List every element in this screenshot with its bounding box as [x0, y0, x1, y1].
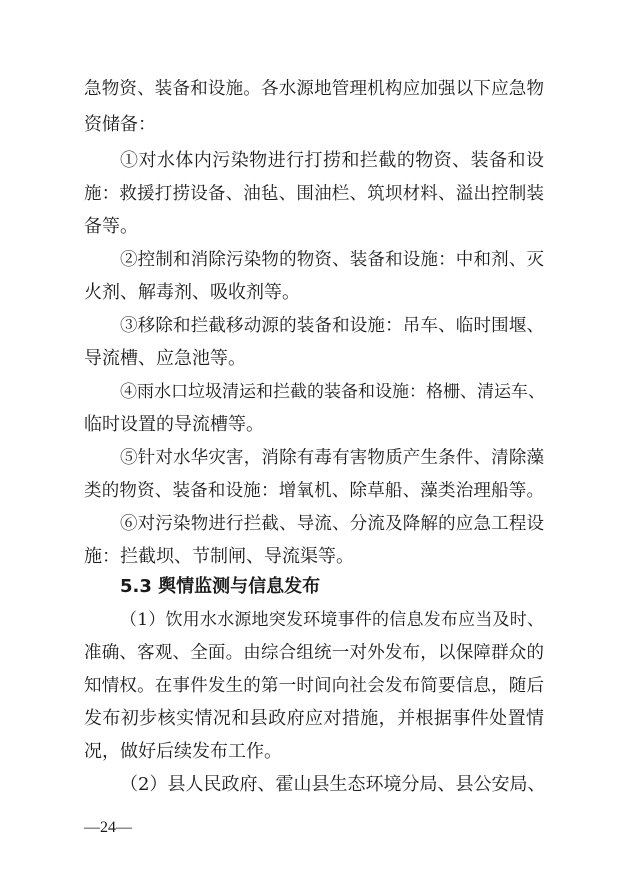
list-item-1-line: 备等。 — [84, 216, 138, 237]
list-item-2-line: 火剂、解毒剂、吸收剂等。 — [84, 282, 300, 303]
paragraph-1-line: （1）饮用水水源地突发环境事件的信息发布应当及时、 — [120, 610, 544, 630]
body-text-line: 资储备： — [84, 114, 156, 135]
paragraph-1-line: 知情权。在事件发生的第一时间向社会发布简要信息，随后 — [84, 676, 544, 696]
list-item-3-line: ③移除和拦截移动源的装备和设施：吊车、临时围堰、 — [120, 316, 544, 336]
list-item-1-line: 施：救援打捞设备、油毡、围油栏、筑坝材料、溢出控制装 — [84, 184, 544, 204]
section-heading: 5.3 舆情监测与信息发布 — [120, 576, 321, 597]
list-item-6-line: ⑥对污染物进行拦截、导流、分流及降解的应急工程设 — [120, 514, 544, 534]
paragraph-1-line: 准确、客观、全面。由综合组统一对外发布，以保障群众的 — [84, 643, 544, 663]
page-number: —24— — [84, 819, 132, 836]
paragraph-2-line: （2）县人民政府、霍山县生态环境分局、县公安局、 — [120, 774, 546, 795]
list-item-4-line: 临时设置的导流槽等。 — [84, 414, 264, 435]
list-item-1-line: ①对水体内污染物进行打捞和拦截的物资、装备和设 — [120, 150, 544, 171]
list-item-4-line: ④雨水口垃圾清运和拦截的装备和设施：格栅、清运车、 — [120, 382, 545, 402]
list-item-3-line: 导流槽、应急池等。 — [84, 348, 246, 369]
list-item-6-line: 施：拦截坝、节制闸、导流渠等。 — [84, 546, 354, 567]
paragraph-1-line: 况，做好后续发布工作。 — [84, 741, 282, 762]
list-item-5-line: ⑤针对水华灾害，消除有毒有害物质产生条件、清除藻 — [120, 448, 544, 468]
paragraph-1-line: 发布初步核实情况和县政府应对措施，并根据事件处置情 — [84, 708, 544, 729]
list-item-2-line: ②控制和消除污染物的物资、装备和设施：中和剂、灭 — [120, 250, 544, 270]
body-text-line: 急物资、装备和设施。各水源地管理机构应加强以下应急物 — [84, 79, 544, 99]
list-item-5-line: 类的物资、装备和设施：增氧机、除草船、藻类治理船等。 — [84, 481, 544, 501]
